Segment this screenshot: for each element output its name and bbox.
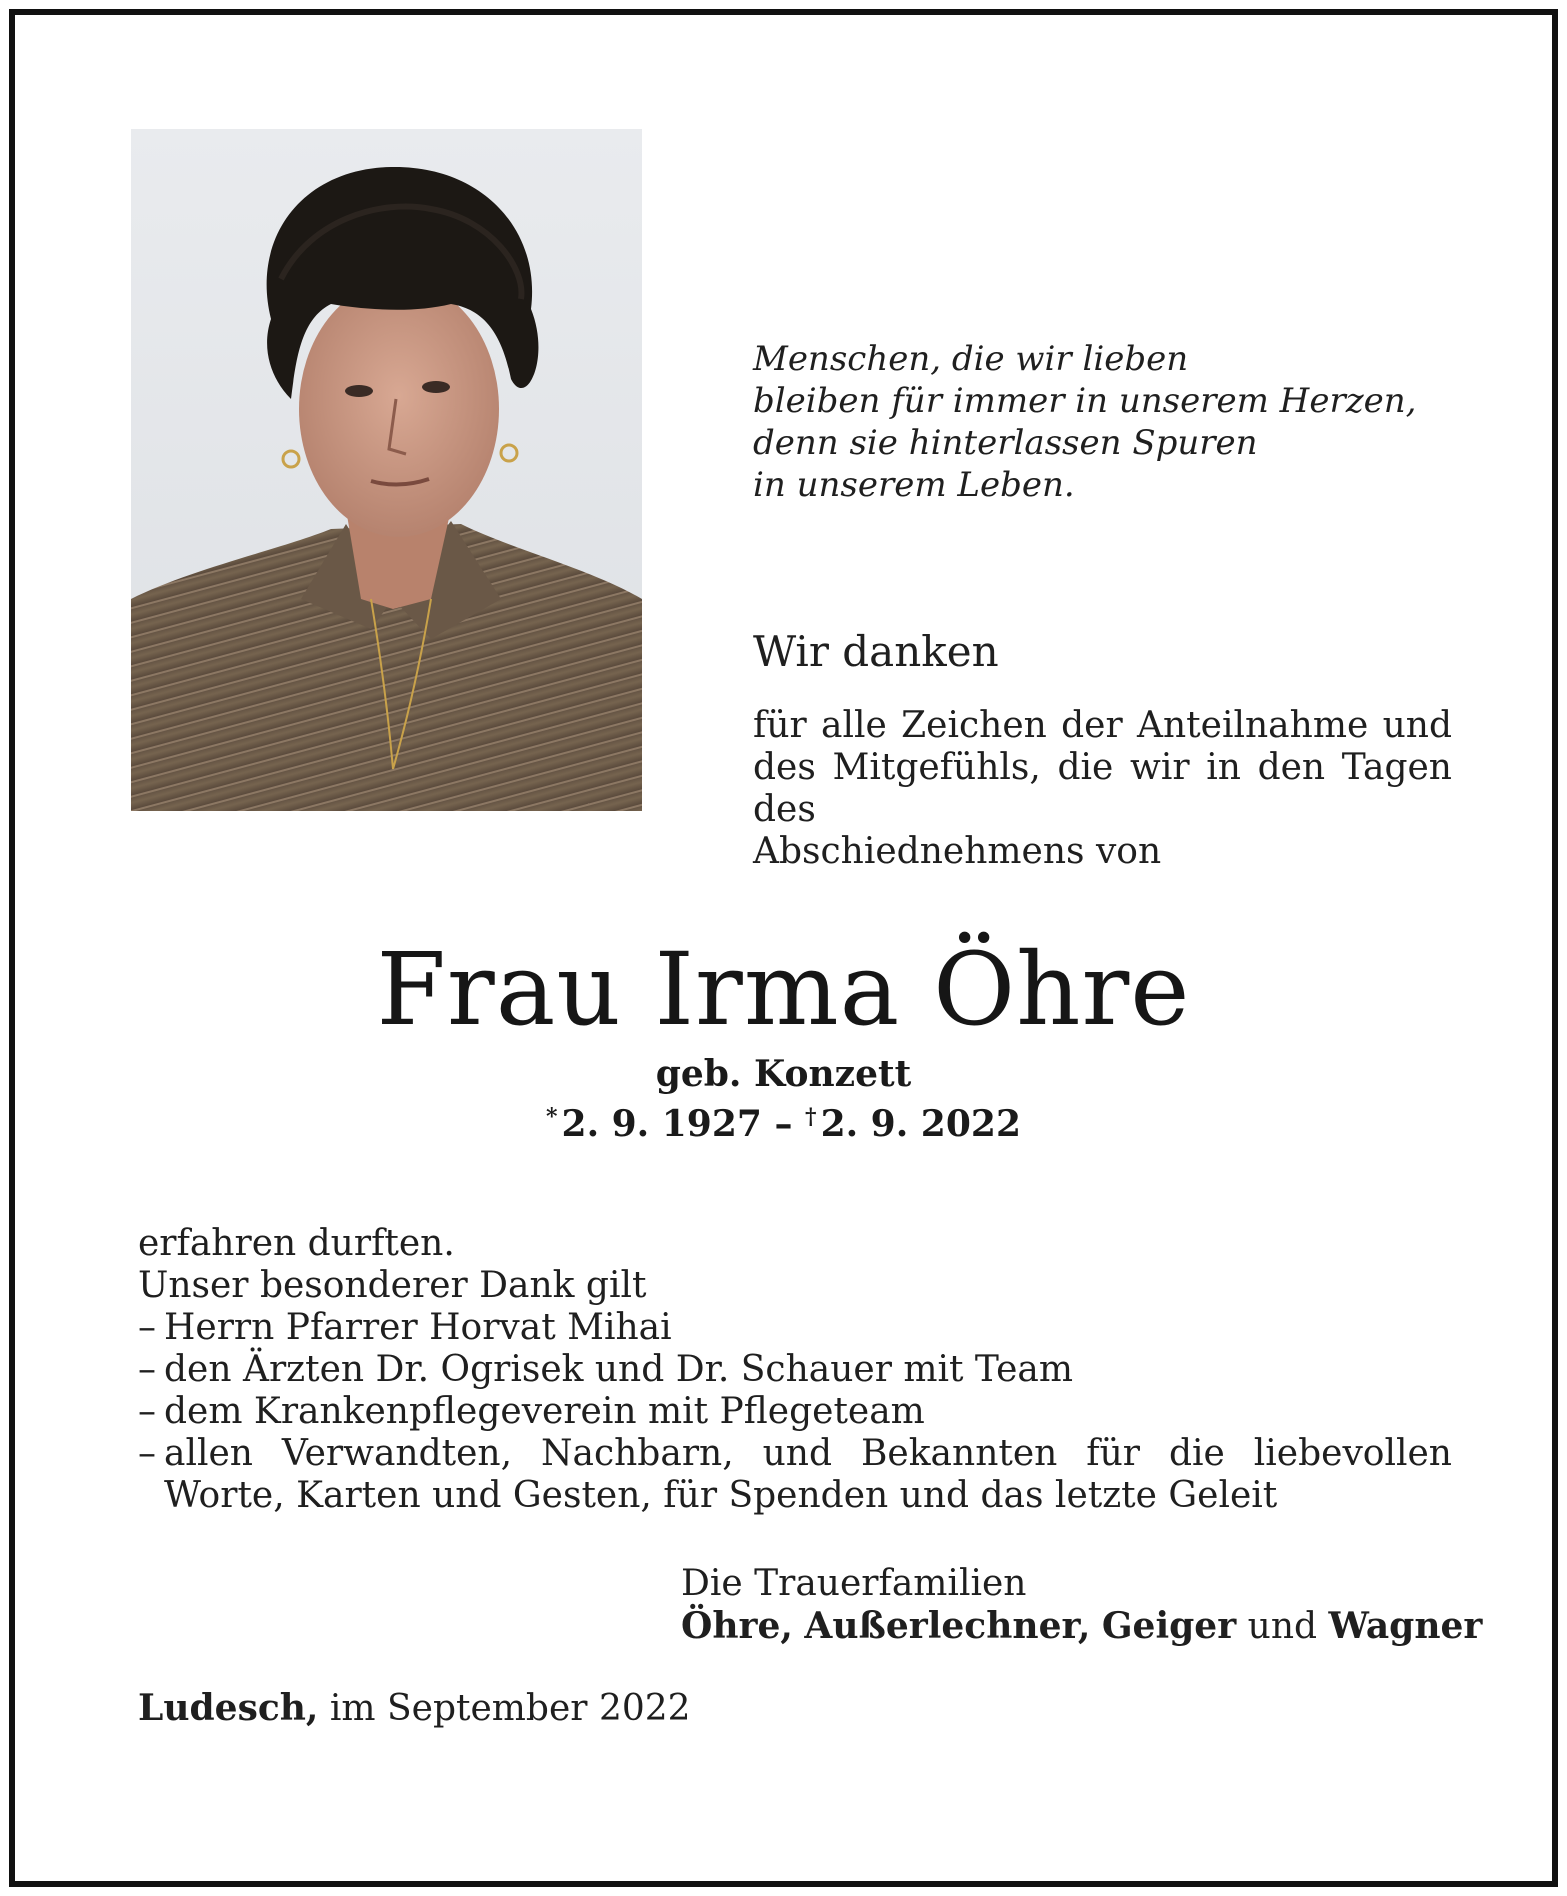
list-item-text: den Ärzten Dr. Ogrisek und Dr. Schauer mit Team bbox=[164, 1349, 1074, 1390]
signature bbox=[681, 1563, 1482, 1648]
death-date: 2. 9. 2022 bbox=[820, 1103, 1021, 1145]
list-item-text: dem Krankenpflegeverein mit Pflegeteam bbox=[164, 1391, 925, 1432]
place-date-text: im September 2022 bbox=[329, 1688, 691, 1729]
birth-name: geb. Konzett bbox=[655, 1053, 912, 1095]
family-name: Außerlechner, bbox=[804, 1605, 1091, 1647]
life-dates bbox=[15, 1095, 1552, 1146]
list-item-text: Herrn Pfarrer Horvat Mihai bbox=[164, 1307, 672, 1348]
family-name: Wagner bbox=[1328, 1605, 1483, 1647]
list-item bbox=[138, 1349, 1452, 1391]
quote-line: bleiben für immer in unserem Herzen, bbox=[753, 381, 1417, 421]
dash-bullet: – bbox=[138, 1307, 156, 1348]
list-item bbox=[138, 1391, 1452, 1433]
list-item-text: allen Verwandten, Nachbarn, und Bekannten für die liebevollen Worte, Karten und Gesten, für Spenden und das letzte Geleit bbox=[164, 1433, 1452, 1516]
dash-bullet: – bbox=[138, 1349, 156, 1390]
deceased-name: Frau Irma Öhre bbox=[376, 931, 1191, 1048]
quote-line: Menschen, die wir lieben bbox=[753, 339, 1189, 379]
thanks-body bbox=[138, 1223, 1452, 1517]
portrait-image bbox=[131, 129, 642, 811]
body-line: Unser besonderer Dank gilt bbox=[138, 1265, 647, 1306]
list-item bbox=[138, 1307, 1452, 1349]
obituary-card bbox=[9, 9, 1558, 1887]
quote-line: in unserem Leben. bbox=[753, 465, 1075, 505]
thanks-line: für alle Zeichen der Anteilnahme und bbox=[753, 705, 1452, 746]
family-connector: und bbox=[1247, 1606, 1318, 1647]
thanks-heading: Wir danken bbox=[753, 627, 999, 676]
signature-line: Die Trauerfamilien bbox=[681, 1563, 1027, 1604]
dash-bullet: – bbox=[138, 1433, 156, 1474]
thanks-text bbox=[753, 705, 1452, 873]
thanks-line: des Mitgefühls, die wir in den Tagen des bbox=[753, 747, 1452, 830]
birth-symbol: * bbox=[546, 1104, 558, 1130]
birth-date: 2. 9. 1927 bbox=[561, 1103, 762, 1145]
dash-bullet: – bbox=[138, 1391, 156, 1432]
family-name: Geiger bbox=[1101, 1605, 1237, 1647]
portrait-photo bbox=[131, 129, 642, 811]
thanks-line: Abschiednehmens von bbox=[753, 831, 1162, 872]
place-town: Ludesch, bbox=[138, 1687, 319, 1729]
family-name: Öhre, bbox=[681, 1605, 793, 1647]
list-item bbox=[138, 1433, 1452, 1517]
memorial-quote bbox=[753, 338, 1416, 506]
family-names bbox=[681, 1605, 1482, 1648]
thanks-list bbox=[138, 1307, 1452, 1517]
place-date bbox=[138, 1687, 691, 1730]
quote-line: denn sie hinterlassen Spuren bbox=[753, 423, 1258, 463]
death-symbol: † bbox=[805, 1104, 817, 1130]
body-line: erfahren durften. bbox=[138, 1223, 455, 1264]
date-separator: – bbox=[774, 1103, 793, 1145]
